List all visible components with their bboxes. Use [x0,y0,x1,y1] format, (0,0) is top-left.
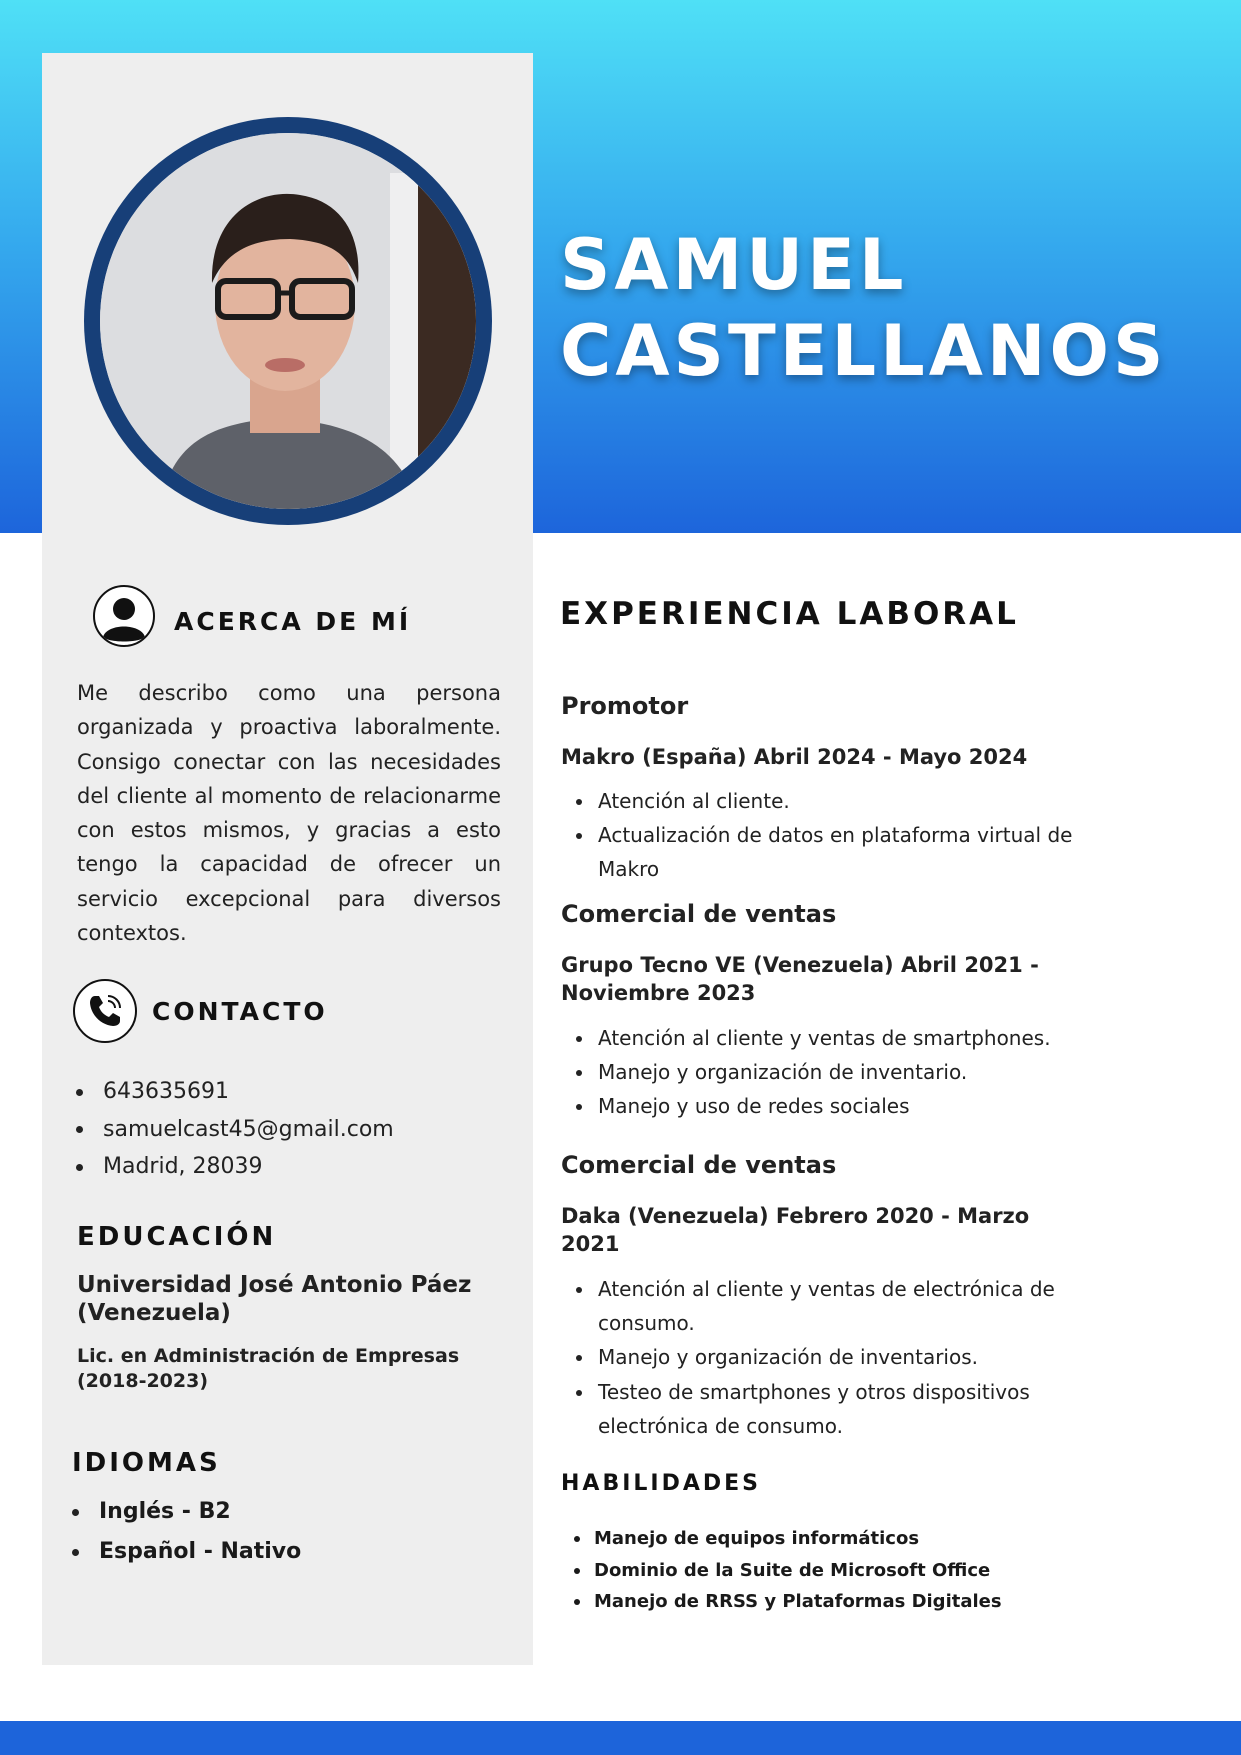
footer-bar [0,1721,1241,1755]
duty-item: Actualización de datos en plataforma virtual de Makro [576,818,1086,886]
contact-list [76,1073,516,1186]
name-last: CASTELLANOS [560,310,1168,392]
education-school: Universidad José Antonio Páez (Venezuela) [77,1272,472,1326]
experience-title: EXPERIENCIA LABORAL [560,596,1019,632]
skill-item: Manejo de equipos informáticos [574,1523,1134,1555]
about-text: Me describo como una persona organizada y proactiva laboralmente. Consigo conectar con las necesidades del cliente al momento de relacionarme con estos mismos, y gracias a esto tengo la capacidad de ofrecer un servicio excepcional para diversos contextos. [77,681,501,946]
job-company: Daka (Venezuela) Febrero 2020 - Marzo 2021 [561,1204,1030,1256]
languages-list [72,1492,492,1572]
language-item: Español - Nativo [72,1532,492,1572]
job-duties [576,784,1086,887]
languages-title: IDIOMAS [72,1448,221,1478]
job-duties [576,1021,1086,1124]
candidate-name [560,222,1240,394]
job-title: Comercial de ventas [561,900,837,928]
duty-item: Atención al cliente y ventas de electrónica de consumo. [576,1272,1086,1340]
user-icon [93,585,155,647]
duty-item: Manejo y organización de inventarios. [576,1340,1086,1374]
job-title: Comercial de ventas [561,1151,837,1179]
duty-item: Testeo de smartphones y otros dispositivos electrónica de consumo. [576,1375,1086,1443]
language-item: Inglés - B2 [72,1492,492,1532]
skill-item: Manejo de RRSS y Plataformas Digitales [574,1586,1134,1618]
duty-item: Manejo y organización de inventario. [576,1055,1086,1089]
job-company: Makro (España) Abril 2024 - Mayo 2024 [561,745,1028,769]
contact-title: CONTACTO [152,997,328,1026]
education-degree: Lic. en Administración de Empresas (2018-2023) [77,1345,460,1392]
contact-email: samuelcast45@gmail.com [76,1111,516,1149]
duty-item: Atención al cliente y ventas de smartphones. [576,1021,1086,1055]
education-title: EDUCACIÓN [77,1222,277,1252]
name-first: SAMUEL [560,224,908,306]
job-company: Grupo Tecno VE (Venezuela) Abril 2021 - Noviembre 2023 [561,953,1039,1005]
job-title: Promotor [561,692,689,720]
contact-phone: 643635691 [76,1073,516,1111]
about-title: ACERCA DE MÍ [174,607,412,636]
duty-item: Atención al cliente. [576,784,1086,818]
skills-title: HABILIDADES [561,1471,762,1496]
duty-item: Manejo y uso de redes sociales [576,1089,1086,1123]
skill-item: Dominio de la Suite de Microsoft Office [574,1555,1134,1587]
contact-location: Madrid, 28039 [76,1148,516,1186]
job-duties [576,1272,1086,1443]
skills-list [574,1523,1134,1618]
profile-photo [100,133,476,509]
phone-icon [73,979,137,1043]
